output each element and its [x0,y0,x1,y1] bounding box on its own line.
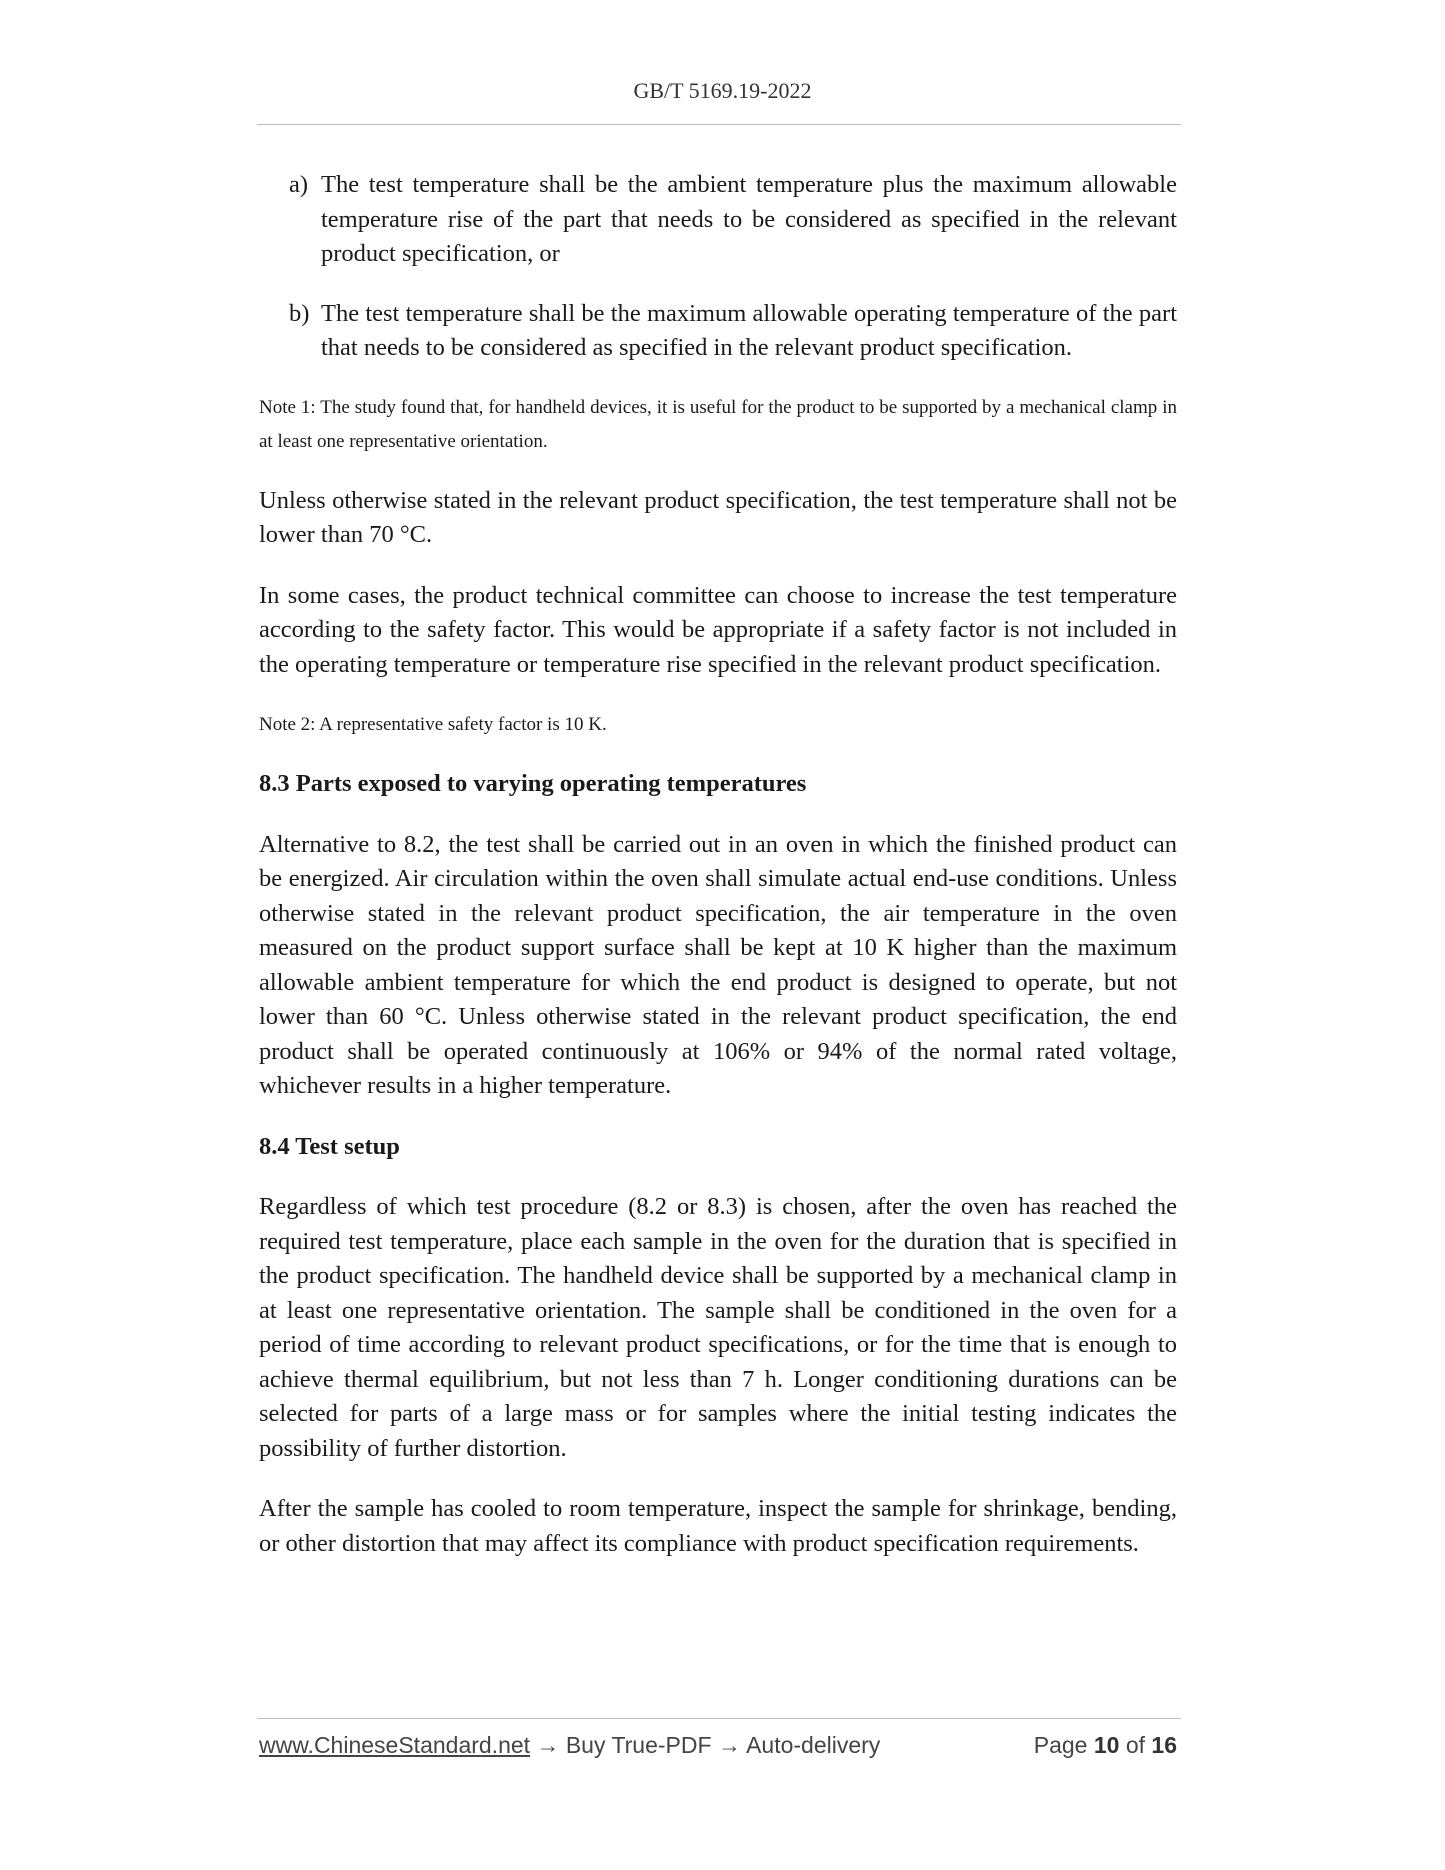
list-item-b [259,297,1177,366]
arrow-right-icon: → [717,1732,741,1758]
section-8-4-text-1: Regardless of which test procedure (8.2 or 8.3) is chosen, after the oven has reached the required test temperature, place each sample in the oven for the duration that is specified in the product specification. The handheld device shall be supported by a mechanical clamp in at least one representative orientation. The sample shall be conditioned in the oven for a period of time according to relevant product specifications, or for the time that is enough to achieve thermal equilibrium, but not less than 7 h. Longer conditioning durations can be selected for parts of a large mass or for samples where the initial testing indicates the possibility of further distortion. [259,1193,1177,1462]
footer-divider [257,1718,1181,1719]
section-8-3-heading: 8.3 Parts exposed to varying operating temperatures [259,770,807,797]
page-content [259,168,1177,1587]
section-8-3-text: Alternative to 8.2, the test shall be carried out in an oven in which the finished product can be energized. Air circulation within the oven shall simulate actual end-use conditions. Unless otherwise stated in the relevant product specification, the air temperature in the oven measured on the product support surface shall be kept at 10 K higher than the maximum allowable ambient temperature for which the end product is designed to operate, but not lower than 60 °C. Unless otherwise stated in the relevant product specification, the end product shall be operated continuously at 106% or 94% of the normal rated voltage, whichever results in a higher temperature. [259,830,1177,1099]
list-item-a [259,168,1177,272]
arrow-right-icon: → [536,1732,560,1758]
paragraph-safety-factor: In some cases, the product technical committee can choose to increase the test temperature according to the safety factor. This would be appropriate if a safety factor is not included in the operating temperature or temperature rise specified in the relevant product specification. [259,581,1177,678]
list-marker: a) [289,171,309,198]
page-label: Page [1033,1732,1088,1758]
header-divider [257,124,1181,125]
section-8-4-text-2: After the sample has cooled to room temperature, inspect the sample for shrinkage, bending, or other distortion that may affect its compliance with product specification requirements. [259,1495,1177,1557]
section-8-4-heading: 8.4 Test setup [259,1132,400,1160]
auto-delivery-text: Auto-delivery [746,1732,881,1758]
list-item-text: The test temperature shall be the ambient temperature plus the maximum allowable temperature rise of the part that needs to be considered as specified in the relevant product specification, or [321,171,1177,267]
note-1: Note 1: The study found that, for handheld devices, it is useful for the product to be supported by a mechanical clamp in at least one representative orientation. [259,396,1177,452]
footer-links [259,1732,880,1759]
list-item-text: The test temperature shall be the maximum allowable operating temperature of the part that needs to be considered as specified in the relevant product specification. [321,299,1177,361]
note-2: Note 2: A representative safety factor is 10 K. [259,714,607,735]
page-current: 10 [1093,1732,1120,1758]
page-footer [259,1728,1177,1768]
buy-true-pdf-text: Buy True-PDF [565,1732,712,1758]
chinesestandard-link[interactable]: www.ChineseStandard.net [259,1732,531,1758]
paragraph-min-temperature: Unless otherwise stated in the relevant product specification, the test temperature shall not be lower than 70 °C. [259,486,1177,548]
page-number [1034,1732,1177,1759]
of-label: of [1125,1732,1146,1758]
document-header-title: GB/T 5169.19-2022 [633,78,812,103]
list-marker: b) [289,299,310,327]
page-total: 16 [1151,1732,1177,1758]
